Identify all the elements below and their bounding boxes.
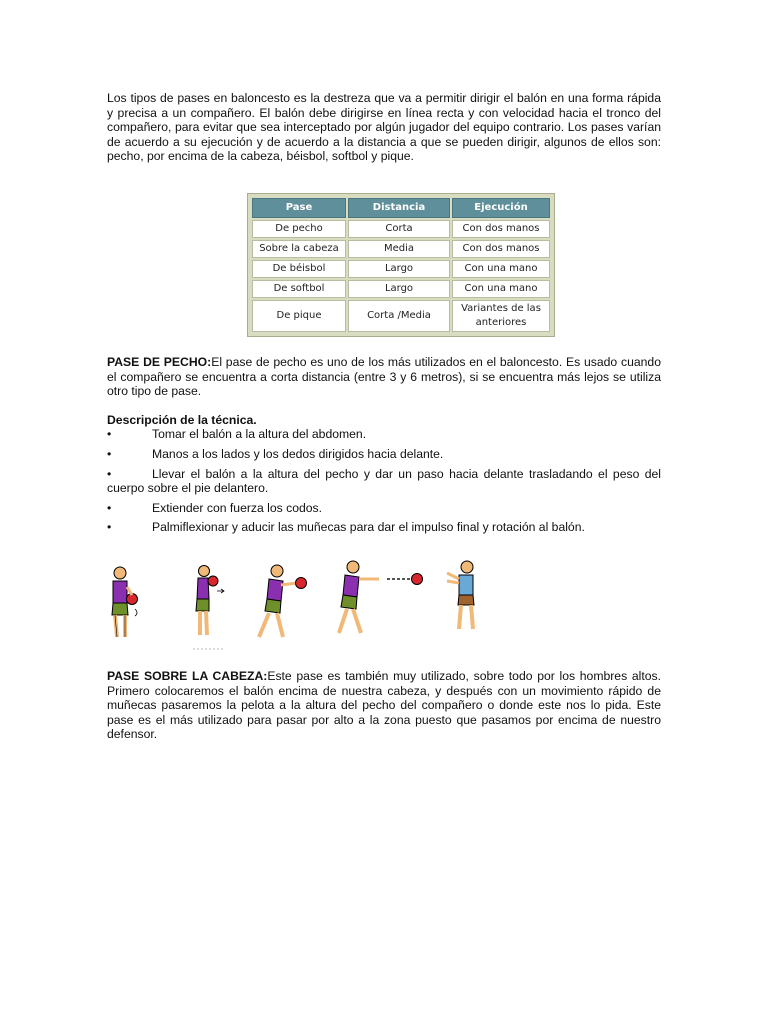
table-cell: De béisbol: [252, 260, 346, 278]
technique-steps: [107, 427, 661, 535]
bullet: •: [107, 446, 112, 461]
step-text: Palmiflexionar y aducir las muñecas para dar el impulso final y rotación al balón.: [152, 520, 585, 535]
chest-pass-title: PASE DE PECHO:: [107, 355, 212, 369]
intro-paragraph: Los tipos de pases en baloncesto es la destreza que va a permitir dirigir el balón en una forma rápida y precisa a un compañero. El balón debe dirigirse en línea recta y con velocidad hacia el tronco del compañero, para evitar que sea interceptado por algún jugador del equipo contrario. Los pases varían de acuerdo a su ejecución y de acuerdo a la distancia a que se pueden dirigir, algunos de ellos son: pecho, por encima de la cabeza, béisbol, softbol y pique.: [107, 91, 661, 164]
chest-pass-illustration: [107, 559, 527, 651]
passes-table-frame: [247, 193, 555, 337]
player-figure-5: [447, 561, 474, 629]
step-text: Tomar el balón a la altura del abdomen.: [152, 427, 367, 442]
table-cell: Media: [348, 240, 450, 258]
player-figure-1: [112, 567, 138, 637]
bullet: •: [107, 466, 112, 481]
technique-title: Descripción de la técnica.: [107, 412, 257, 427]
table-cell: De pique: [252, 300, 346, 332]
table-cell: De pecho: [252, 220, 346, 238]
step-text: Manos a los lados y los dedos dirigidos hacia delante.: [152, 446, 444, 461]
chest-pass-paragraph: [107, 355, 661, 399]
table-cell: Con una mano: [452, 280, 550, 298]
step-text: Llevar el balón a la altura del pecho y dar un paso hacia delante trasladando el peso del cuerpo sobre el pie delantero.: [107, 466, 661, 496]
table-header-cell: Distancia: [348, 198, 450, 218]
document-page: [107, 91, 661, 742]
list-item: [107, 501, 661, 516]
chest-pass-text: El pase de pecho es uno de los más utilizados en el baloncesto. Es usado cuando el compañero se encuentra a corta distancia (entre 3 y 6 metros), si se encuentra más lejos se utiliza otro tipo de pase.: [107, 355, 661, 399]
table-cell: Largo: [348, 260, 450, 278]
list-item: [107, 427, 661, 442]
table-header-cell: Ejecución: [452, 198, 550, 218]
list-item: [107, 520, 661, 535]
step-text: Extiender con fuerza los codos.: [152, 500, 323, 515]
table-row: [252, 260, 550, 278]
bullet: •: [107, 427, 112, 442]
player-figure-4: [339, 561, 423, 633]
overhead-pass-title: PASE SOBRE LA CABEZA:: [107, 668, 268, 683]
bullet: •: [107, 500, 112, 515]
passes-table: [250, 196, 552, 334]
table-cell: Corta /Media: [348, 300, 450, 332]
table-header-row: [252, 198, 550, 218]
overhead-pass-text: Este pase es también muy utilizado, sobre todo por los hombres altos. Primero colocaremos el balón encima de nuestra cabeza, y después con un movimiento rápido de muñecas pasaremos la pelota a la altura del pecho del compañero o donde este nos lo pida. Este pase es el más utilizado para pasar por alto a la zona puesto que pasamos por encima de nuestro defensor.: [107, 668, 661, 742]
chest-pass-sequence-figure: [107, 559, 527, 651]
table-row: [252, 300, 550, 332]
table-cell: Variantes de las anteriores: [452, 300, 550, 332]
table-cell: Con una mano: [452, 260, 550, 278]
table-cell: Corta: [348, 220, 450, 238]
overhead-pass-paragraph: [107, 669, 661, 742]
player-figure-2: [196, 565, 224, 635]
table-cell: Sobre la cabeza: [252, 240, 346, 258]
table-header-cell: Pase: [252, 198, 346, 218]
table-cell: De softbol: [252, 280, 346, 298]
table-row: [252, 280, 550, 298]
table-cell: Con dos manos: [452, 240, 550, 258]
list-item: [107, 467, 661, 496]
table-row: [252, 240, 550, 258]
table-cell: Largo: [348, 280, 450, 298]
table-row: [252, 220, 550, 238]
bullet: •: [107, 520, 112, 535]
player-figure-3: [259, 565, 307, 637]
table-cell: Con dos manos: [452, 220, 550, 238]
list-item: [107, 447, 661, 462]
